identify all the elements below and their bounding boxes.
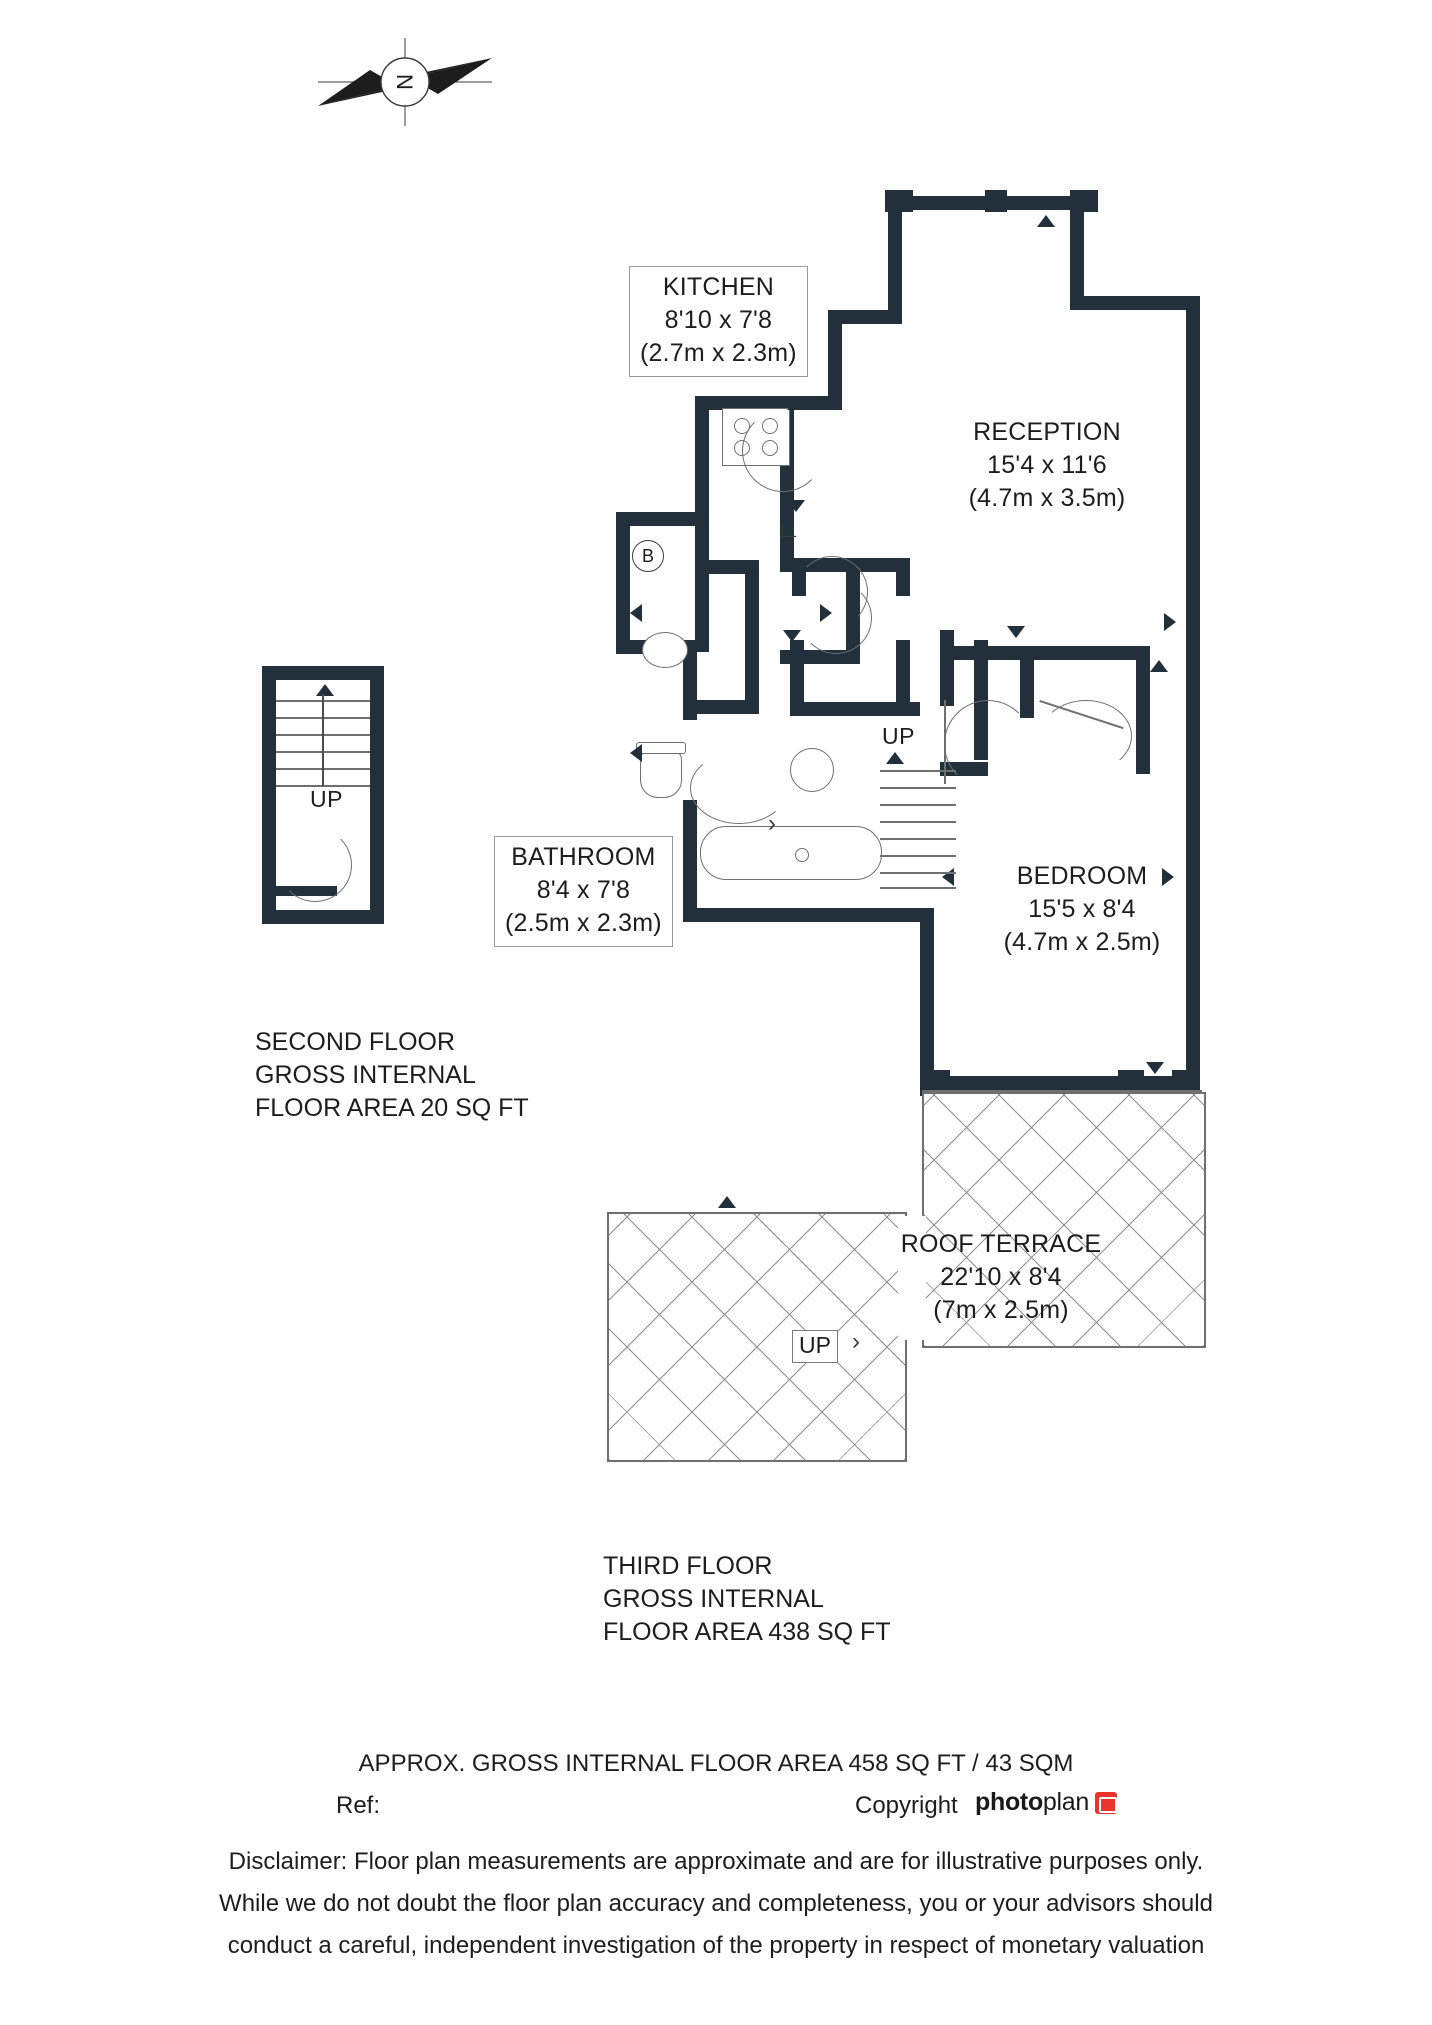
- door-arc: [278, 828, 352, 902]
- wall: [790, 702, 920, 716]
- wall: [1136, 646, 1150, 774]
- wall: [828, 310, 842, 410]
- terrace-metric: (7m x 2.5m): [933, 1296, 1069, 1324]
- wall: [745, 690, 759, 714]
- room-label-bathroom: [494, 836, 673, 947]
- terrace-direction-chevron-icon: ›: [852, 1328, 860, 1355]
- wall: [885, 190, 913, 212]
- wall: [940, 630, 954, 660]
- room-label-kitchen: [629, 266, 808, 377]
- bathroom-imperial: 8'4 x 7'8: [536, 876, 631, 904]
- wall: [940, 646, 1036, 660]
- compass-north-label: N: [392, 74, 417, 90]
- reception-name: RECEPTION: [973, 418, 1121, 446]
- roof-terrace-lower: [607, 1212, 907, 1462]
- room-label-roof-terrace: [890, 1228, 1112, 1327]
- second-floor-note-line-3: FLOOR AREA 20 SQ FT: [255, 1094, 529, 1122]
- disclaimer-line-1: Disclaimer: Floor plan measurements are approximate and are for illustrative purposes only.: [228, 1848, 1204, 1875]
- third-floor-note-line-2: GROSS INTERNAL: [603, 1585, 824, 1613]
- up-label-second-floor: UP: [310, 786, 343, 812]
- terrace-edge: [922, 1090, 1202, 1093]
- room-label-reception: [912, 416, 1182, 515]
- wall: [920, 908, 934, 1088]
- wall: [896, 558, 910, 596]
- bedroom-imperial: 15'5 x 8'4: [1028, 895, 1136, 923]
- stair-direction-line: [322, 694, 324, 786]
- photoplan-mark-icon: [1095, 1792, 1117, 1814]
- shower-fixture: [790, 748, 834, 792]
- direction-arrow: [783, 630, 801, 642]
- direction-arrow: [630, 604, 642, 622]
- terrace-name: ROOF TERRACE: [900, 1230, 1102, 1258]
- reception-imperial: 15'4 x 11'6: [987, 451, 1107, 479]
- bedroom-metric: (4.7m x 2.5m): [1003, 928, 1161, 956]
- photoplan-logo: [975, 1788, 1117, 1817]
- wall: [985, 190, 1007, 212]
- boiler-marker: B: [632, 540, 664, 572]
- second-floor-note: [255, 1026, 529, 1125]
- second-floor-note-line-1: SECOND FLOOR: [255, 1028, 456, 1056]
- wall: [262, 910, 384, 924]
- wall: [683, 800, 697, 920]
- wall: [888, 196, 902, 324]
- bathtub-fixture: [700, 826, 882, 880]
- toilet-cistern: [636, 742, 686, 754]
- total-area-text: APPROX. GROSS INTERNAL FLOOR AREA 458 SQ FT / 43 SQM: [358, 1750, 1074, 1777]
- terrace-imperial: 22'10 x 8'4: [940, 1263, 1062, 1291]
- wall: [1070, 296, 1200, 310]
- wall: [695, 396, 709, 526]
- direction-arrow: [1007, 626, 1025, 638]
- wall: [695, 512, 709, 652]
- wall: [1070, 196, 1084, 306]
- direction-arrow: [787, 398, 805, 410]
- kitchen-name: KITCHEN: [662, 273, 774, 301]
- direction-arrow: [630, 744, 642, 762]
- logo-text-secondary: plan: [1042, 1788, 1089, 1816]
- basin-fixture: [642, 632, 688, 668]
- third-floor-note: [603, 1550, 891, 1649]
- disclaimer-line-2: While we do not doubt the floor plan accuracy and completeness, you or your advisors should: [219, 1890, 1213, 1917]
- bathroom-name: BATHROOM: [511, 843, 656, 871]
- bath-plug-icon: [795, 848, 809, 862]
- copyright-label: Copyright: [855, 1792, 958, 1819]
- door-arc: [800, 582, 872, 654]
- direction-arrow: [1037, 215, 1055, 227]
- disclaimer-line-3: conduct a careful, independent investigation of the property in respect of monetary valuation: [227, 1932, 1205, 1959]
- kitchen-chevron-icon: ∟: [777, 516, 801, 543]
- second-floor-note-line-2: GROSS INTERNAL: [255, 1061, 476, 1089]
- up-label-terrace: UP: [792, 1330, 838, 1363]
- hall-chevron-icon: ›: [768, 810, 776, 837]
- toilet-fixture: [640, 748, 682, 798]
- door-arc: [742, 410, 824, 492]
- up-label-third-floor: UP: [882, 723, 915, 749]
- kitchen-metric: (2.7m x 2.3m): [640, 339, 797, 367]
- door-arc: [944, 700, 1032, 788]
- logo-text-primary: photo: [975, 1788, 1043, 1816]
- compass-rose: [310, 30, 500, 135]
- wall: [1186, 296, 1200, 1076]
- bathroom-metric: (2.5m x 2.3m): [505, 909, 662, 937]
- direction-arrow: [787, 500, 805, 512]
- stair-direction-arrow: [886, 752, 904, 764]
- wall: [370, 666, 384, 924]
- wall: [695, 700, 709, 714]
- room-label-bedroom: [962, 860, 1202, 959]
- wall: [696, 560, 759, 574]
- direction-arrow: [1164, 613, 1176, 631]
- wall: [920, 1076, 1200, 1090]
- wall: [1020, 646, 1150, 660]
- wall: [888, 196, 1070, 210]
- door-arc: [1040, 700, 1132, 772]
- direction-arrow: [820, 604, 832, 622]
- kitchen-imperial: 8'10 x 7'8: [664, 306, 773, 334]
- reception-metric: (4.7m x 3.5m): [968, 484, 1126, 512]
- wall: [683, 908, 933, 922]
- direction-arrow: [718, 1196, 736, 1208]
- bedroom-name: BEDROOM: [1016, 862, 1148, 890]
- direction-arrow: [1146, 1062, 1164, 1074]
- ref-label: Ref:: [336, 1792, 381, 1819]
- direction-arrow: [846, 604, 858, 622]
- direction-arrow: [1150, 660, 1168, 672]
- direction-arrow: [316, 684, 334, 696]
- wall: [262, 666, 384, 680]
- wall: [616, 512, 630, 652]
- third-floor-note-line-1: THIRD FLOOR: [603, 1552, 773, 1580]
- third-floor-note-line-3: FLOOR AREA 438 SQ FT: [603, 1618, 891, 1646]
- third-floor-stairs: [880, 770, 956, 888]
